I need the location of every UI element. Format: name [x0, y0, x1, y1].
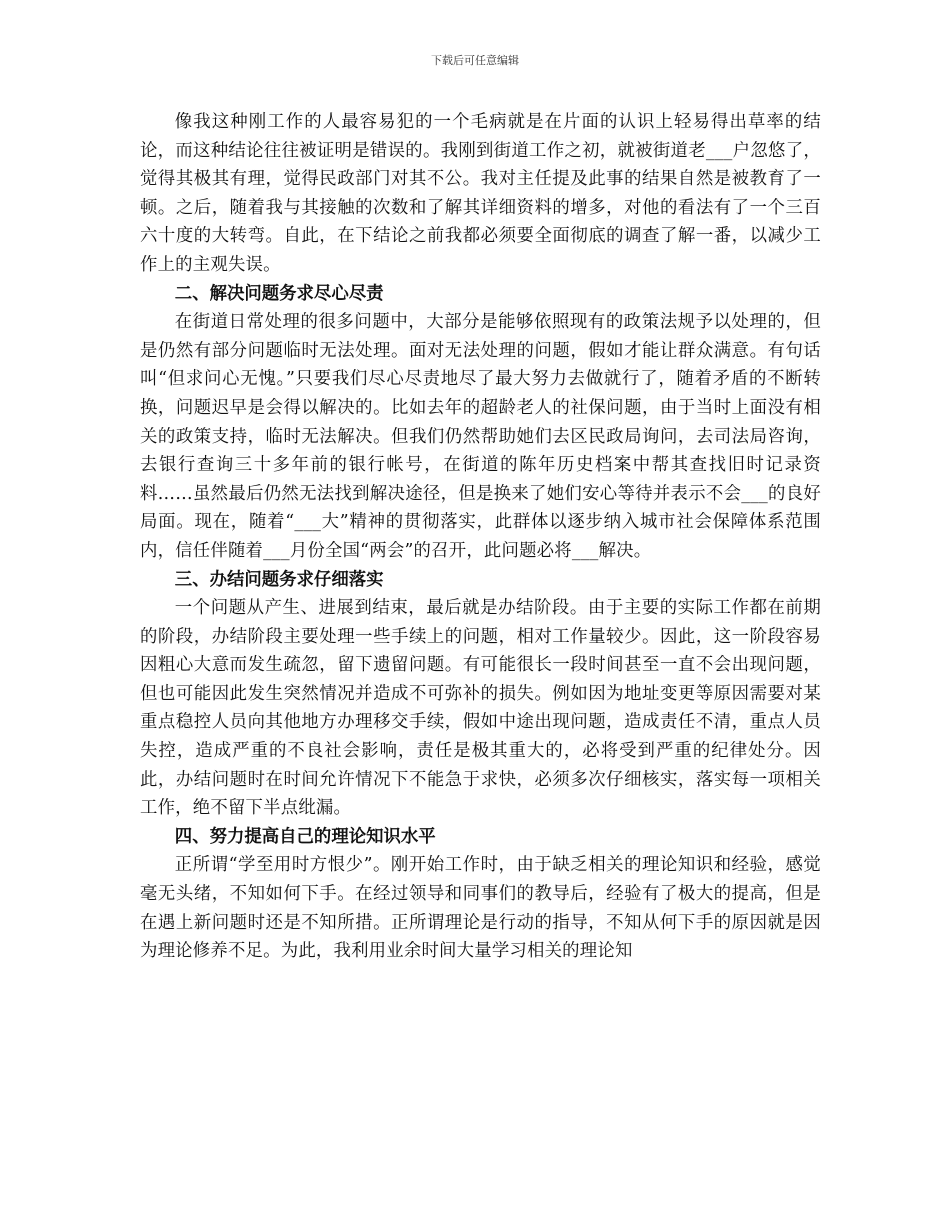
section-heading-4: 四、努力提高自己的理论知识水平: [174, 826, 436, 847]
page-header-note: 下载后可任意编辑: [431, 54, 519, 67]
paragraph-conclusion: 像我这种刚工作的人最容易犯的一个毛病就是在片面的认识上轻易得出草率的结论，而这种结论往往被证明是错误的。我刚到街道工作之初，就被街道老___户忽悠了，觉得其极其有理，觉得民政部门对其不公。我对主任提及此事的结果自然是被教育了一顿。之后，随着我与其接触的次数和了解其详细资料的增多，对他的看法有了一个三百六十度的大转弯。自此，在下结论之前我都必须要全面彻底的调查了解一番，以减少工作上的主观失误。: [140, 112, 821, 275]
section-heading-3: 三、办结问题务求仔细落实: [174, 569, 384, 590]
document-body: [140, 108, 821, 966]
section-heading-2: 二、解决问题务求尽心尽责: [174, 283, 384, 304]
paragraph-solve-problems: 在街道日常处理的很多问题中，大部分是能够依照现有的政策法规予以处理的，但是仍然有部分问题临时无法处理。面对无法处理的问题，假如才能让群众满意。有句话叫“但求问心无愧。”只要我们尽心尽责地尽了最大努力去做就行了，随着矛盾的不断转换，问题迟早是会得以解决的。比如去年的超龄老人的社保问题，由于当时上面没有相关的政策支持，临时无法解决。但我们仍然帮助她们去区民政局询问，去司法局咨询，去银行查询三十多年前的银行帐号，在街道的陈年历史档案中帮其查找旧时记录资料……虽然最后仍然无法找到解决途径，但是换来了她们安心等待并表示不会___的良好局面。现在，随着“___大”精神的贯彻落实，此群体以逐步纳入城市社会保障体系范围内，信任伴随着___月份全国“两会”的召开，此问题必将___解决。: [140, 312, 821, 561]
paragraph-close-problems: 一个问题从产生、进展到结束，最后就是办结阶段。由于主要的实际工作都在前期的阶段，办结阶段主要处理一些手续上的问题，相对工作量较少。因此，这一阶段容易因粗心大意而发生疏忽，留下遗留问题。有可能很长一段时间甚至一直不会出现问题，但也可能因此发生突然情况并造成不可弥补的损失。例如因为地址变更等原因需要对某重点稳控人员向其他地方办理移交手续，假如中途出现问题，造成责任不清，重点人员失控，造成严重的不良社会影响，责任是极其重大的，必将受到严重的纪律处分。因此，办结问题时在时间允许情况下不能急于求快，必须多次仔细核实，落实每一项相关工作，绝不留下半点纰漏。: [140, 598, 821, 819]
paragraph-theory-knowledge: 正所谓“学至用时方恨少”。刚开始工作时，由于缺乏相关的理论知识和经验，感觉毫无头绪，不知如何下手。在经过领导和同事们的教导后，经验有了极大的提高，但是在遇上新问题时还是不知所措。正所谓理论是行动的指导，不知从何下手的原因就是因为理论修养不足。为此，我利用业余时间大量学习相关的理论知: [140, 855, 821, 962]
